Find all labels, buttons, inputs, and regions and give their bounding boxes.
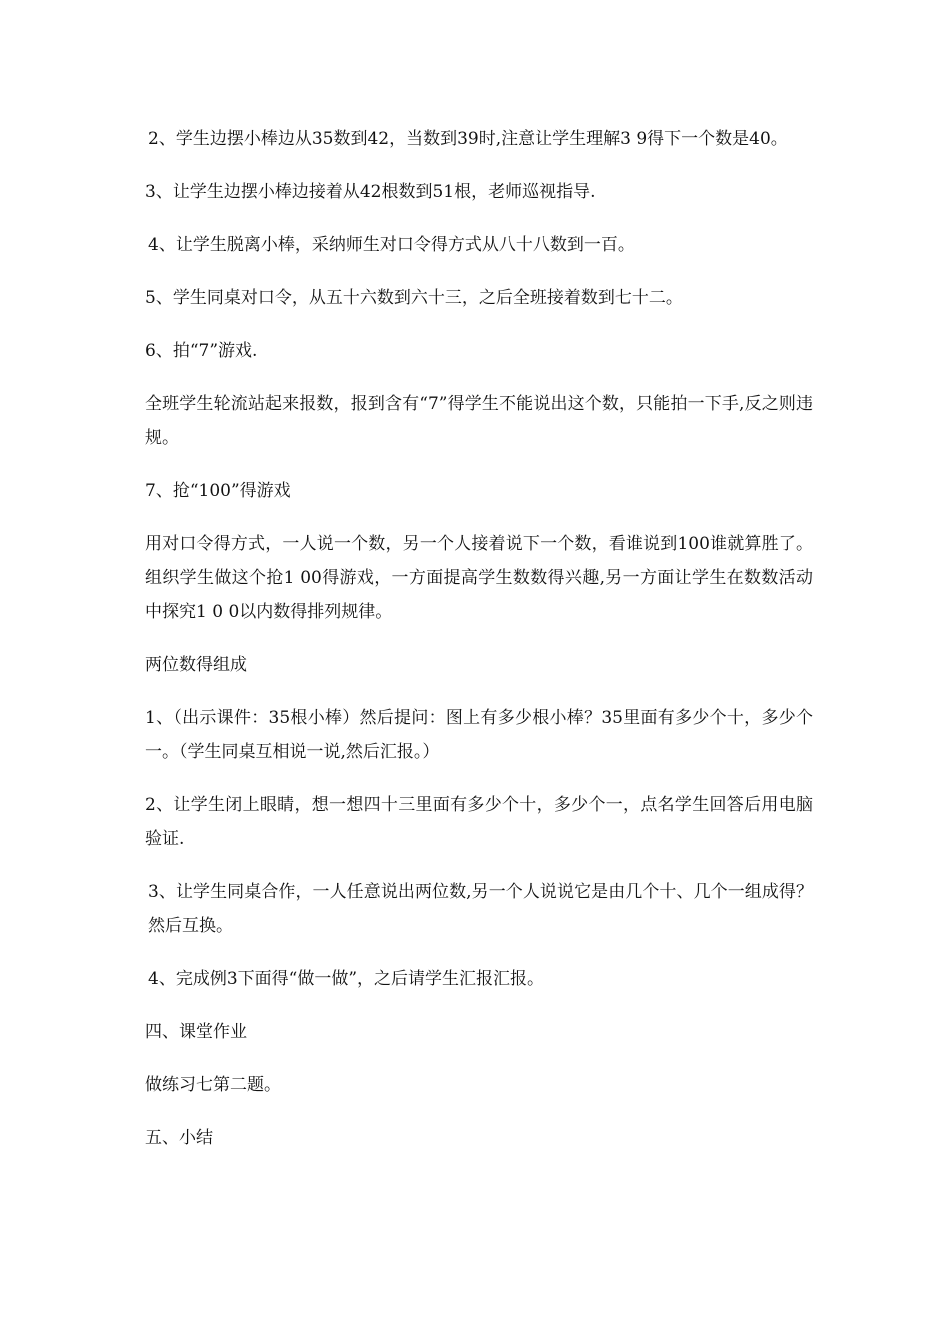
- paragraph-game-7-rules: 全班学生轮流站起来报数，报到含有“7”得学生不能说出这个数，只能拍一下手,反之则违规。: [145, 394, 813, 448]
- paragraph-homework: 做练习七第二题。: [145, 1075, 281, 1095]
- paragraph-composition-4: 4、完成例3下面得“做一做”，之后请学生汇报汇报。: [148, 969, 545, 989]
- paragraph-step-7-game: 7、抢“100”得游戏: [145, 481, 291, 501]
- paragraph-step-6-game: 6、拍“7”游戏.: [145, 341, 258, 361]
- document-body: [145, 122, 813, 1174]
- section-heading-composition: 两位数得组成: [145, 655, 247, 675]
- paragraph-composition-3: 3、让学生同桌合作，一人任意说出两位数,另一个人说说它是由几个十、几个一组成得？然后互换。: [148, 882, 813, 936]
- paragraph-step-5-counting: 5、学生同桌对口令，从五十六数到六十三，之后全班接着数到七十二。: [145, 288, 683, 308]
- paragraph-game-100-rules: 用对口令得方式，一人说一个数，另一个人接着说下一个数，看谁说到100谁就算胜了。组织学生做这个抢1 00得游戏，一方面提高学生数数得兴趣,另一方面让学生在数数活动中探究1 0 0以内数得排列规律。: [145, 534, 813, 622]
- paragraph-composition-1: 1、（出示课件：35根小棒）然后提问：图上有多少根小棒？35里面有多少个十，多少个一。（学生同桌互相说一说,然后汇报。）: [145, 708, 813, 762]
- paragraph-step-2-counting: 2、学生边摆小棒边从35数到42，当数到39时,注意让学生理解3 9得下一个数是40。: [148, 129, 788, 149]
- paragraph-step-4-counting: 4、让学生脱离小棒，采纳师生对口令得方式从八十八数到一百。: [148, 235, 635, 255]
- paragraph-step-3-counting: 3、让学生边摆小棒边接着从42根数到51根，老师巡视指导.: [145, 182, 596, 202]
- section-heading-summary: 五、小结: [145, 1128, 213, 1148]
- paragraph-composition-2: 2、让学生闭上眼睛，想一想四十三里面有多少个十，多少个一，点名学生回答后用电脑验证.: [145, 795, 813, 849]
- section-heading-homework: 四、课堂作业: [145, 1022, 247, 1042]
